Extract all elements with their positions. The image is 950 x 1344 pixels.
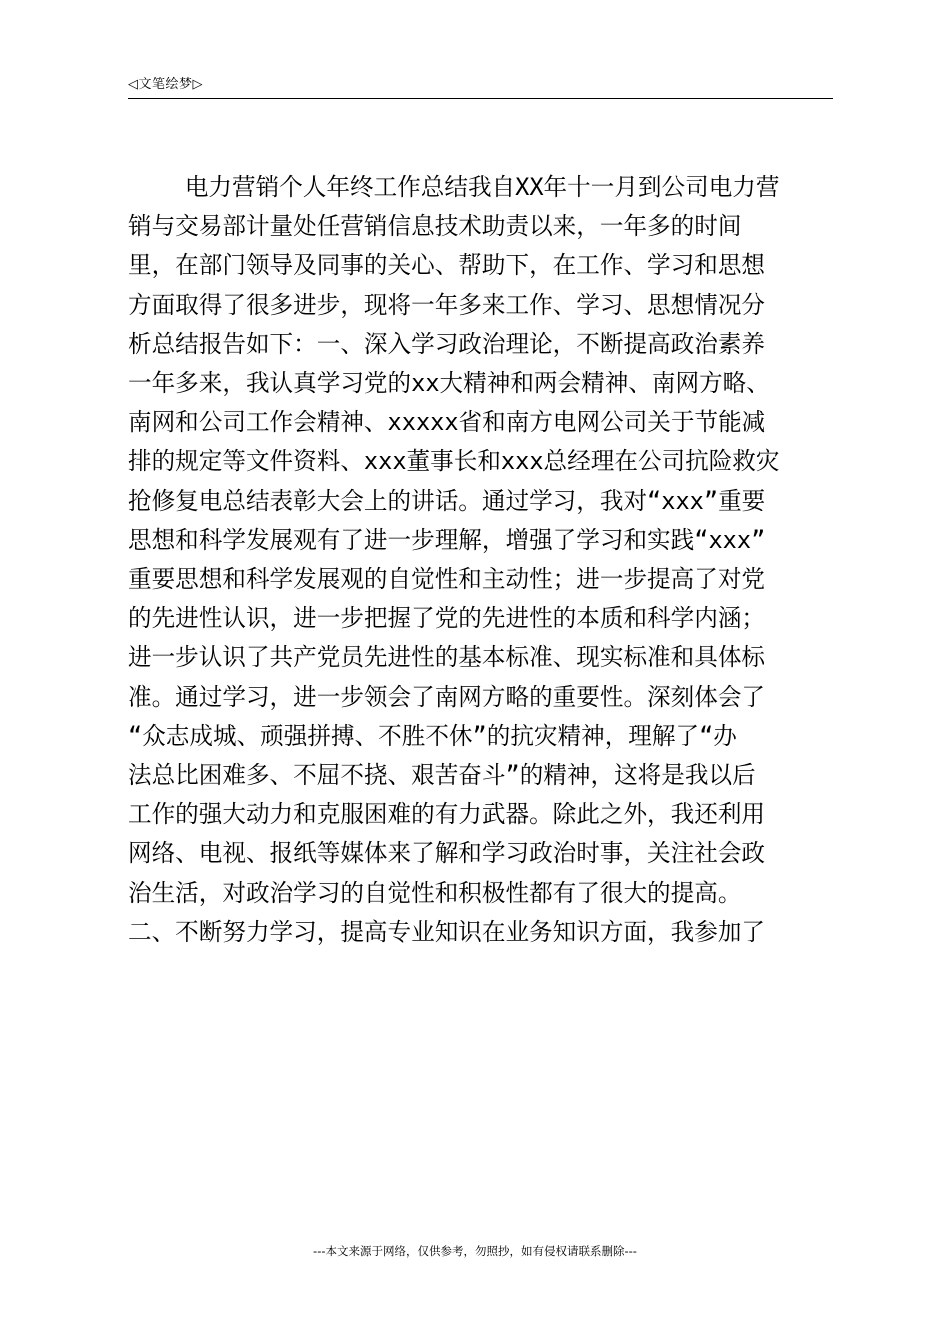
body-line: 方面取得了很多进步，现将一年多来工作、学习、思想情况分 [128,290,766,319]
body-line: 南网和公司工作会精神、xxxxx省和南方电网公司关于节能减 [128,408,766,437]
body-line: “众志成城、顽强拼搏、不胜不休”的抗灾精神，理解了“办 [128,721,737,750]
body-line: 网络、电视、报纸等媒体来了解和学习政治时事，关注社会政 [128,839,766,868]
body-line: 二、不断努力学习，提高专业知识在业务知识方面，我参加了 [128,917,766,946]
page-header [128,76,833,99]
body-line: 法总比困难多、不屈不挠、艰苦奋斗”的精神，这将是我以后 [128,761,756,790]
body-line: 思想和科学发展观有了进一步理解，增强了学习和实践“xxx” [128,525,766,554]
body-line: 的先进性认识，进一步把握了党的先进性的本质和科学内涵； [128,604,766,633]
body-line: 排的规定等文件资料、xxx董事长和xxx总经理在公司抗险救灾 [128,447,780,476]
body-line: 进一步认识了共产党员先进性的基本标准、现实标准和具体标 [128,643,766,672]
body-text [128,168,833,952]
body-line: 析总结报告如下：一、深入学习政治理论，不断提高政治素养 [128,329,766,358]
header-title: ◁文笔绘梦▷ [128,77,203,92]
body-line: 重要思想和科学发展观的自觉性和主动性；进一步提高了对党 [128,565,766,594]
page-footer: ---本文来源于网络，仅供参考，勿照抄，如有侵权请联系删除--- [313,1244,637,1258]
body-line: 里，在部门领导及同事的关心、帮助下，在工作、学习和思想 [128,251,766,280]
body-line: 准。通过学习，进一步领会了南网方略的重要性。深刻体会了 [128,682,766,711]
body-line: 治生活，对政治学习的自觉性和积极性都有了很大的提高。 [128,878,742,907]
body-line: 抢修复电总结表彰大会上的讲话。通过学习，我对“xxx”重要 [128,486,766,515]
body-line: 电力营销个人年终工作总结我自XX年十一月到公司电力营 [128,173,780,201]
body-line: 工作的强大动力和克服困难的有力武器。除此之外，我还利用 [128,800,766,829]
body-line: 一年多来，我认真学习党的xx大精神和两会精神、南网方略、 [128,369,770,398]
body-line: 销与交易部计量处任营销信息技术助责以来，一年多的时间 [128,212,742,241]
